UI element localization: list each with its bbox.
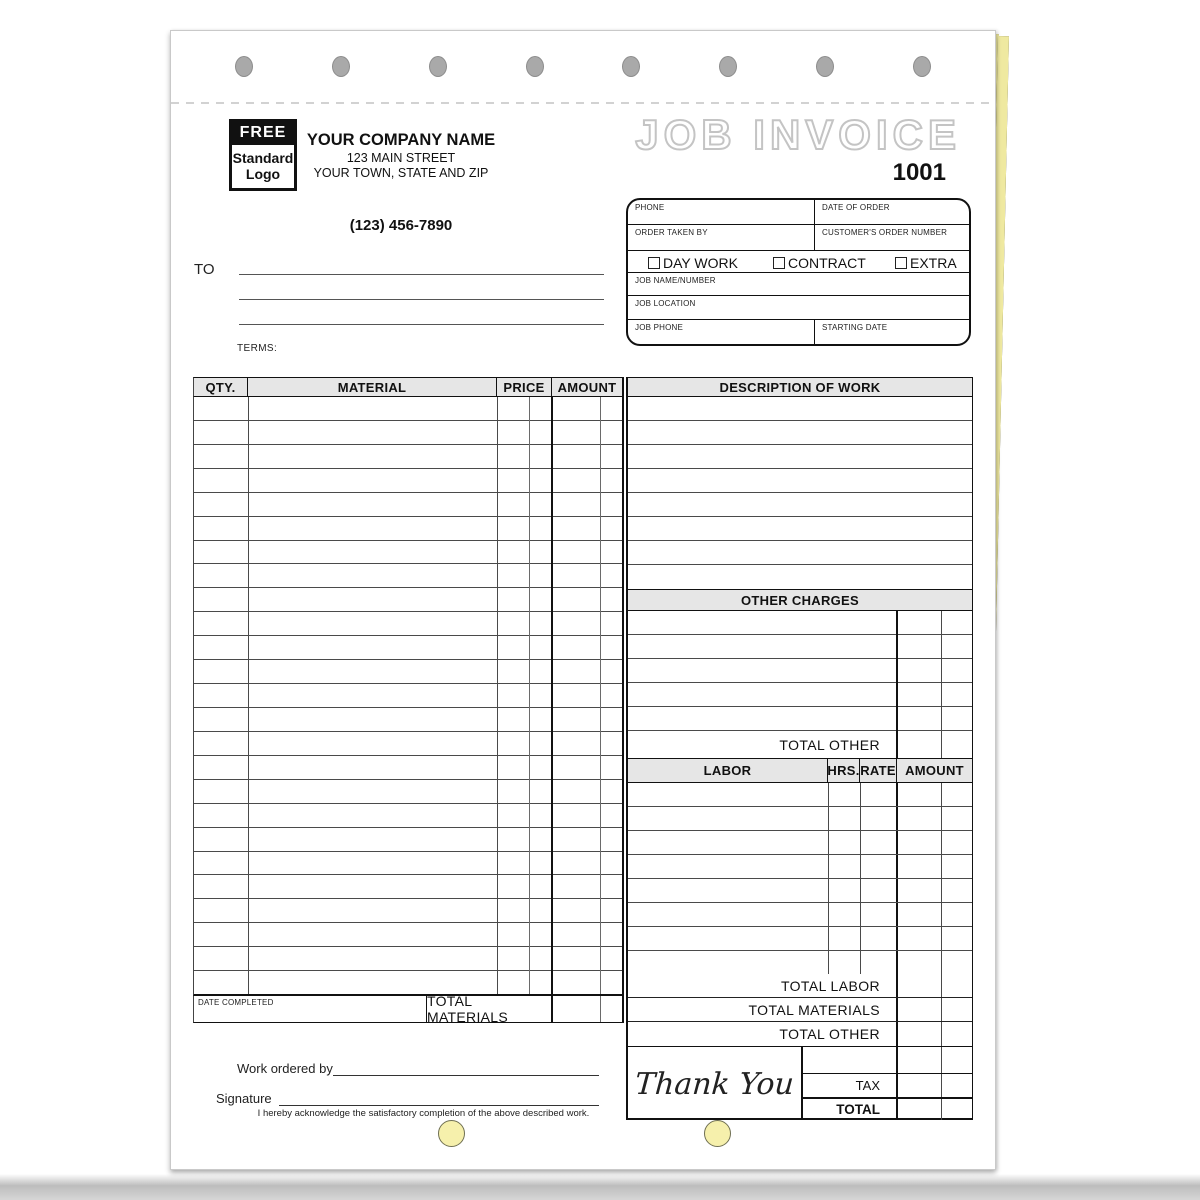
company-name: YOUR COMPANY NAME [306, 131, 496, 149]
amount-cents-divider [600, 397, 601, 994]
table-row [628, 807, 972, 831]
total-materials-row [628, 998, 972, 1022]
table-row [628, 927, 972, 951]
labor-header-label: LABOR [628, 759, 828, 782]
total-other-label2: TOTAL OTHER [779, 1026, 880, 1042]
order-taken-by-label: ORDER TAKEN BY [635, 228, 708, 237]
company-block [291, 131, 511, 180]
table-row [194, 804, 622, 828]
order-info-box [626, 198, 971, 346]
total-row-line [801, 1097, 972, 1099]
company-address2: YOUR TOWN, STATE AND ZIP [313, 166, 489, 180]
invoice-number: 1001 [892, 159, 946, 186]
table-row [194, 875, 622, 899]
work-section [626, 377, 973, 1120]
company-phone: (123) 456-7890 [349, 217, 453, 234]
order-info-row [628, 273, 969, 296]
extra-option: EXTRA [895, 255, 957, 271]
extra-checkbox-icon [895, 257, 907, 269]
total-other-label: TOTAL OTHER [779, 737, 880, 753]
table-row [194, 899, 622, 923]
order-info-row [628, 296, 969, 320]
signature-line [279, 1105, 599, 1106]
phone-field-label: PHONE [635, 203, 665, 212]
table-row [194, 493, 622, 517]
date-of-order-label: DATE OF ORDER [822, 203, 890, 212]
rate-header-label: RATE [860, 759, 897, 782]
to-address-line [239, 274, 604, 275]
price-amount-divider [551, 397, 553, 994]
day-work-option: DAY WORK [648, 255, 738, 271]
punch-hole-icon [526, 56, 544, 77]
totals-block [628, 974, 972, 1046]
table-row [194, 923, 622, 947]
table-row [194, 445, 622, 469]
table-row [194, 732, 622, 756]
amount-header-label: AMOUNT [897, 759, 972, 782]
logo-free-text: FREE [232, 122, 294, 145]
job-location-label: JOB LOCATION [635, 299, 696, 308]
table-row [194, 612, 622, 636]
table-row [628, 903, 972, 927]
total-other-row2 [628, 1022, 972, 1046]
order-info-row [628, 320, 969, 346]
signature-label: Signature [216, 1091, 272, 1106]
free-standard-logo [229, 119, 297, 191]
terms-label: TERMS: [237, 343, 278, 354]
contract-option: CONTRACT [773, 255, 866, 271]
table-row [194, 588, 622, 612]
day-work-checkbox-icon [648, 257, 660, 269]
table-row [194, 852, 622, 876]
table-row [194, 564, 622, 588]
job-phone-label: JOB PHONE [635, 323, 684, 332]
job-name-label: JOB NAME/NUMBER [635, 276, 716, 285]
labor-table-body [628, 783, 972, 974]
contract-checkbox-icon [773, 257, 785, 269]
logo-standard-text: Standard Logo [232, 150, 294, 182]
acknowledgment-text: I hereby acknowledge the satisfactory completion of the above described work. [257, 1108, 590, 1119]
punch-hole-icon [913, 56, 931, 77]
table-row [194, 947, 622, 971]
total-materials-label: TOTAL MATERIALS [748, 1001, 880, 1018]
table-row [194, 541, 622, 565]
table-row [194, 708, 622, 732]
punch-hole-icon [622, 56, 640, 77]
to-address-line [239, 299, 604, 300]
qty-column-divider [248, 397, 249, 994]
punch-hole-icon [332, 56, 350, 77]
table-row [194, 780, 622, 804]
price-cents-divider [529, 397, 530, 994]
description-of-work-header: DESCRIPTION OF WORK [628, 377, 972, 397]
table-row [194, 517, 622, 541]
tax-label: TAX [855, 1078, 880, 1093]
to-address-line [239, 324, 604, 325]
labor-hrs-divider [828, 783, 829, 974]
price-header: PRICE [497, 378, 552, 396]
table-row [628, 951, 972, 974]
table-row [628, 855, 972, 879]
material-column-divider [497, 397, 498, 994]
materials-table-header [193, 377, 624, 397]
total-other-row [628, 731, 972, 758]
thank-you-divider [801, 1047, 803, 1120]
table-row [628, 831, 972, 855]
starting-date-label: STARTING DATE [822, 323, 888, 332]
labor-table-header [628, 758, 972, 783]
total-labor-label: TOTAL LABOR [780, 977, 880, 994]
hrs-header-label: HRS. [828, 759, 860, 782]
other-charges-header: OTHER CHARGES [628, 589, 972, 611]
thank-you-script: Thank You [633, 1066, 796, 1102]
date-completed-row [193, 993, 624, 1025]
to-label: TO [194, 261, 215, 278]
perforation-line [171, 102, 995, 104]
punch-hole-icon [816, 56, 834, 77]
punch-hole-icon [429, 56, 447, 77]
date-completed-label: DATE COMPLETED [198, 998, 274, 1007]
table-row [628, 879, 972, 903]
table-row [194, 660, 622, 684]
table-row [194, 828, 622, 852]
job-invoice-form [170, 30, 996, 1170]
punch-hole-icon [719, 56, 737, 77]
table-row [194, 971, 622, 994]
backdrop-shadow [0, 1174, 1200, 1200]
table-row [194, 469, 622, 493]
customers-order-number-label: CUSTOMER'S ORDER NUMBER [822, 228, 948, 237]
work-ordered-by-label: Work ordered by [237, 1061, 333, 1076]
table-row [194, 684, 622, 708]
work-ordered-by-line [333, 1075, 599, 1076]
total-materials-label: TOTAL MATERIALS [426, 996, 552, 1022]
bottom-punch-hole-icon [704, 1120, 731, 1147]
company-address1: 123 MAIN STREET [346, 151, 456, 165]
qty-header: QTY. [194, 378, 248, 396]
table-row [194, 636, 622, 660]
order-info-row [628, 225, 969, 251]
materials-table-body [193, 397, 624, 996]
table-row [194, 421, 622, 445]
table-row [628, 783, 972, 807]
table-row [194, 397, 622, 421]
total-label: TOTAL [836, 1102, 880, 1117]
material-header: MATERIAL [248, 378, 497, 396]
grand-total-box [628, 1046, 972, 1120]
bottom-punch-hole-icon [438, 1120, 465, 1147]
order-info-row [628, 200, 969, 225]
work-type-row [628, 251, 969, 273]
hrs-rate-divider [860, 783, 861, 974]
description-ruled-lines [628, 397, 972, 585]
table-row [194, 756, 622, 780]
materials-table [193, 377, 624, 1023]
punch-hole-icon [235, 56, 253, 77]
tax-row-line [801, 1073, 972, 1074]
page-title: JOB INVOICE [635, 111, 961, 158]
other-charges-ruled-lines [628, 611, 972, 735]
amount-header: AMOUNT [552, 378, 622, 396]
total-labor-row [628, 974, 972, 998]
